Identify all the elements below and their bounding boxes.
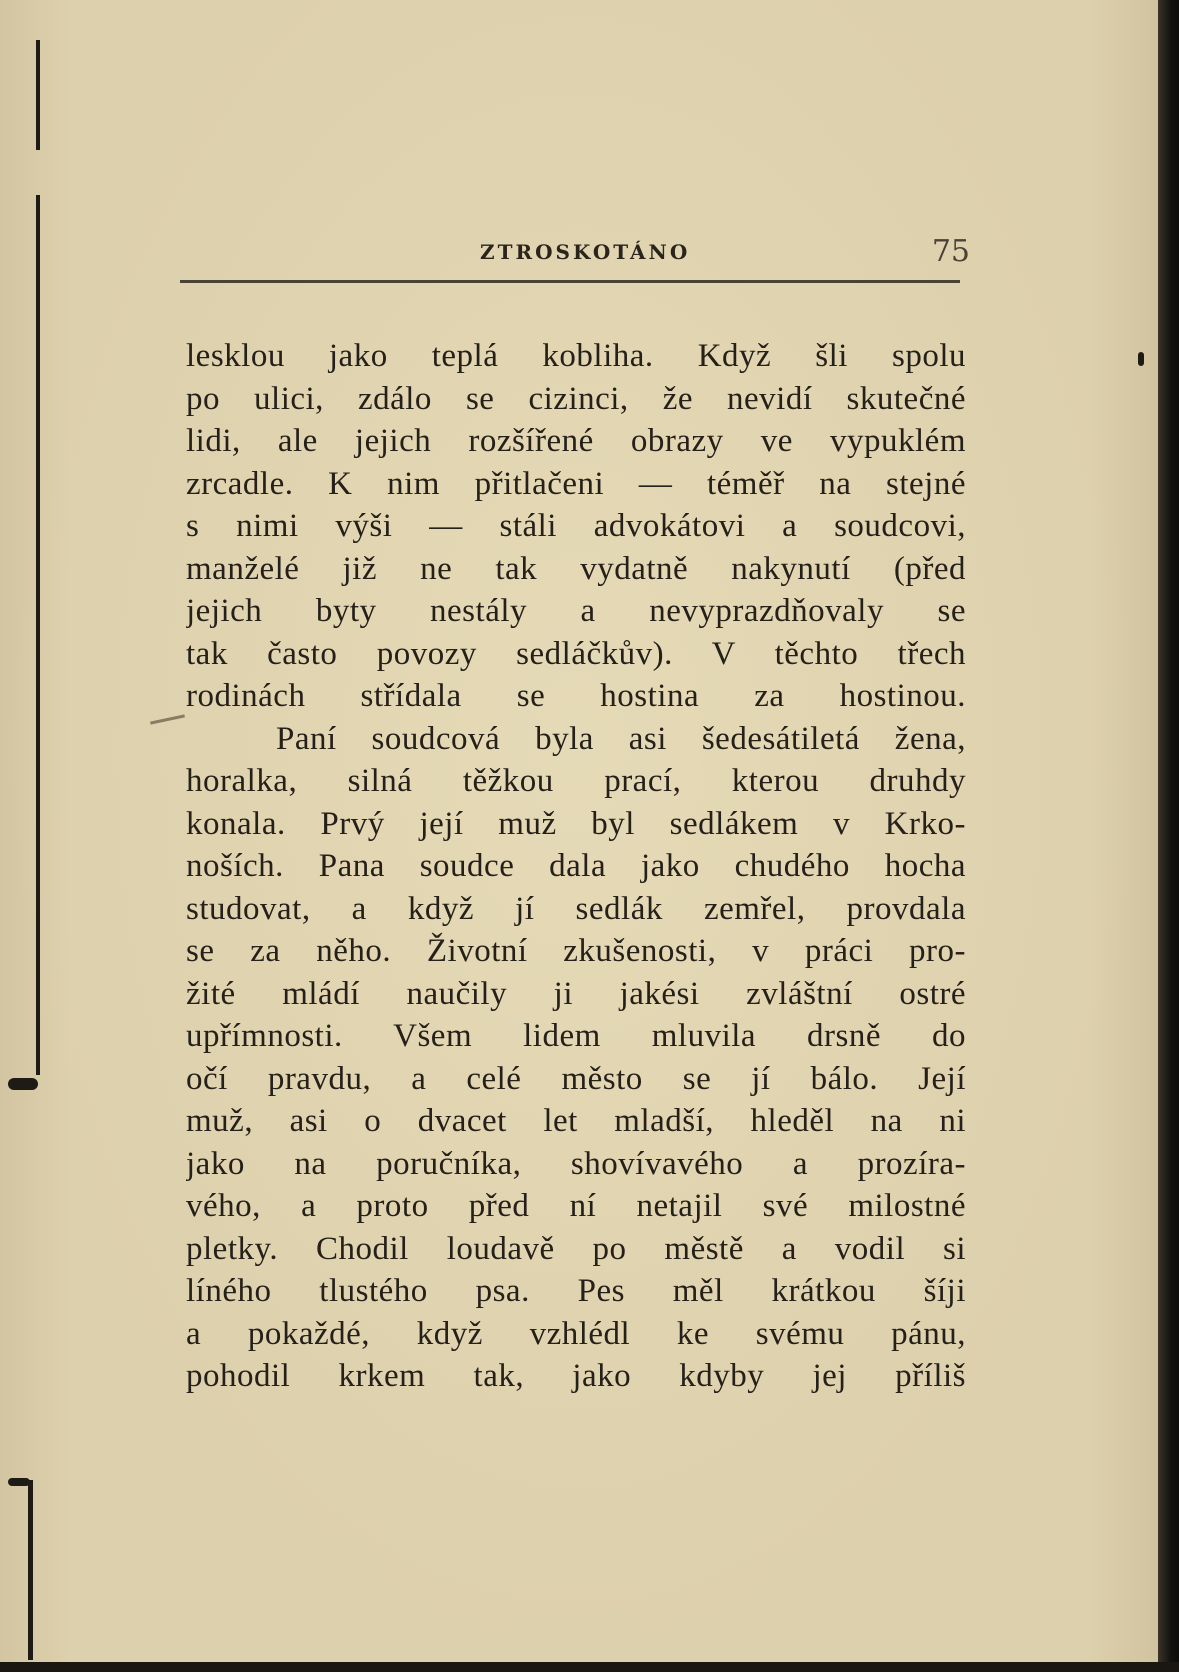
scan-margin-mark xyxy=(36,195,40,1075)
text-line: pletky. Chodil loudavě po městě a vodil si xyxy=(186,1230,966,1267)
text-line: se za něho. Životní zkušenosti, v práci pro- xyxy=(186,933,966,969)
page-number: 75 xyxy=(931,234,970,269)
scan-border-right xyxy=(1158,0,1179,1672)
text-line: žité mládí naučily ji jakési zvláštní ostré xyxy=(186,975,966,1012)
text-line: a pokaždé, když vzhlédl ke svému pánu, xyxy=(186,1315,966,1352)
scan-margin-mark xyxy=(36,40,40,150)
text-line: noších. Pana soudce dala jako chudého hocha xyxy=(186,848,966,884)
text-line: po ulici, zdálo se cizinci, že nevidí skutečné xyxy=(186,380,966,417)
header-rule xyxy=(180,280,960,283)
text-line: očí pravdu, a celé město se jí bálo. Její xyxy=(186,1060,966,1097)
text-line: muž, asi o dvacet let mladší, hleděl na ni xyxy=(186,1103,966,1139)
scan-margin-mark xyxy=(8,1478,30,1486)
text-line: líného tlustého psa. Pes měl krátkou šíji xyxy=(186,1273,966,1309)
text-line: konala. Prvý její muž byl sedlákem v Krko- xyxy=(186,805,966,842)
text-line: vého, a proto před ní netajil své milostné xyxy=(186,1188,966,1224)
scan-margin-mark xyxy=(150,714,185,724)
text-line: tak často povozy sedláčkův). V těchto třech xyxy=(186,635,966,672)
text-line: jejich byty nestály a nevyprazdňovaly se xyxy=(186,593,966,629)
text-line: lidi, ale jejich rozšířené obrazy ve vypuklém xyxy=(186,423,966,459)
text-line: s nimi výši — stáli advokátovi a soudcovi, xyxy=(186,508,966,544)
body-text xyxy=(186,335,966,1398)
text-line: Paní soudcová byla asi šedesátiletá žena, xyxy=(276,720,966,757)
text-line: lesklou jako teplá kobliha. Když šli spolu xyxy=(186,338,966,374)
text-line: pohodil krkem tak, jako kdyby jej příliš xyxy=(186,1358,966,1394)
text-line: zrcadle. K nim přitlačeni — téměř na stejné xyxy=(186,465,966,502)
text-line: horalka, silná těžkou prací, kterou druhdy xyxy=(186,763,966,799)
text-line: rodinách střídala se hostina za hostinou. xyxy=(186,678,966,714)
scan-margin-mark xyxy=(8,1078,38,1090)
scan-margin-mark xyxy=(28,1480,33,1660)
text-line: manželé již ne tak vydatně nakynutí (před xyxy=(186,550,966,587)
running-head xyxy=(180,234,970,274)
running-head-title: ZTROSKOTÁNO xyxy=(480,240,691,264)
scan-margin-mark xyxy=(1138,352,1144,366)
scan-border-bottom xyxy=(0,1662,1179,1672)
text-line: upřímnosti. Všem lidem mluvila drsně do xyxy=(186,1018,966,1054)
text-line: studovat, a když jí sedlák zemřel, provdala xyxy=(186,890,966,927)
text-line: jako na poručníka, shovívavého a prozíra- xyxy=(186,1145,966,1182)
